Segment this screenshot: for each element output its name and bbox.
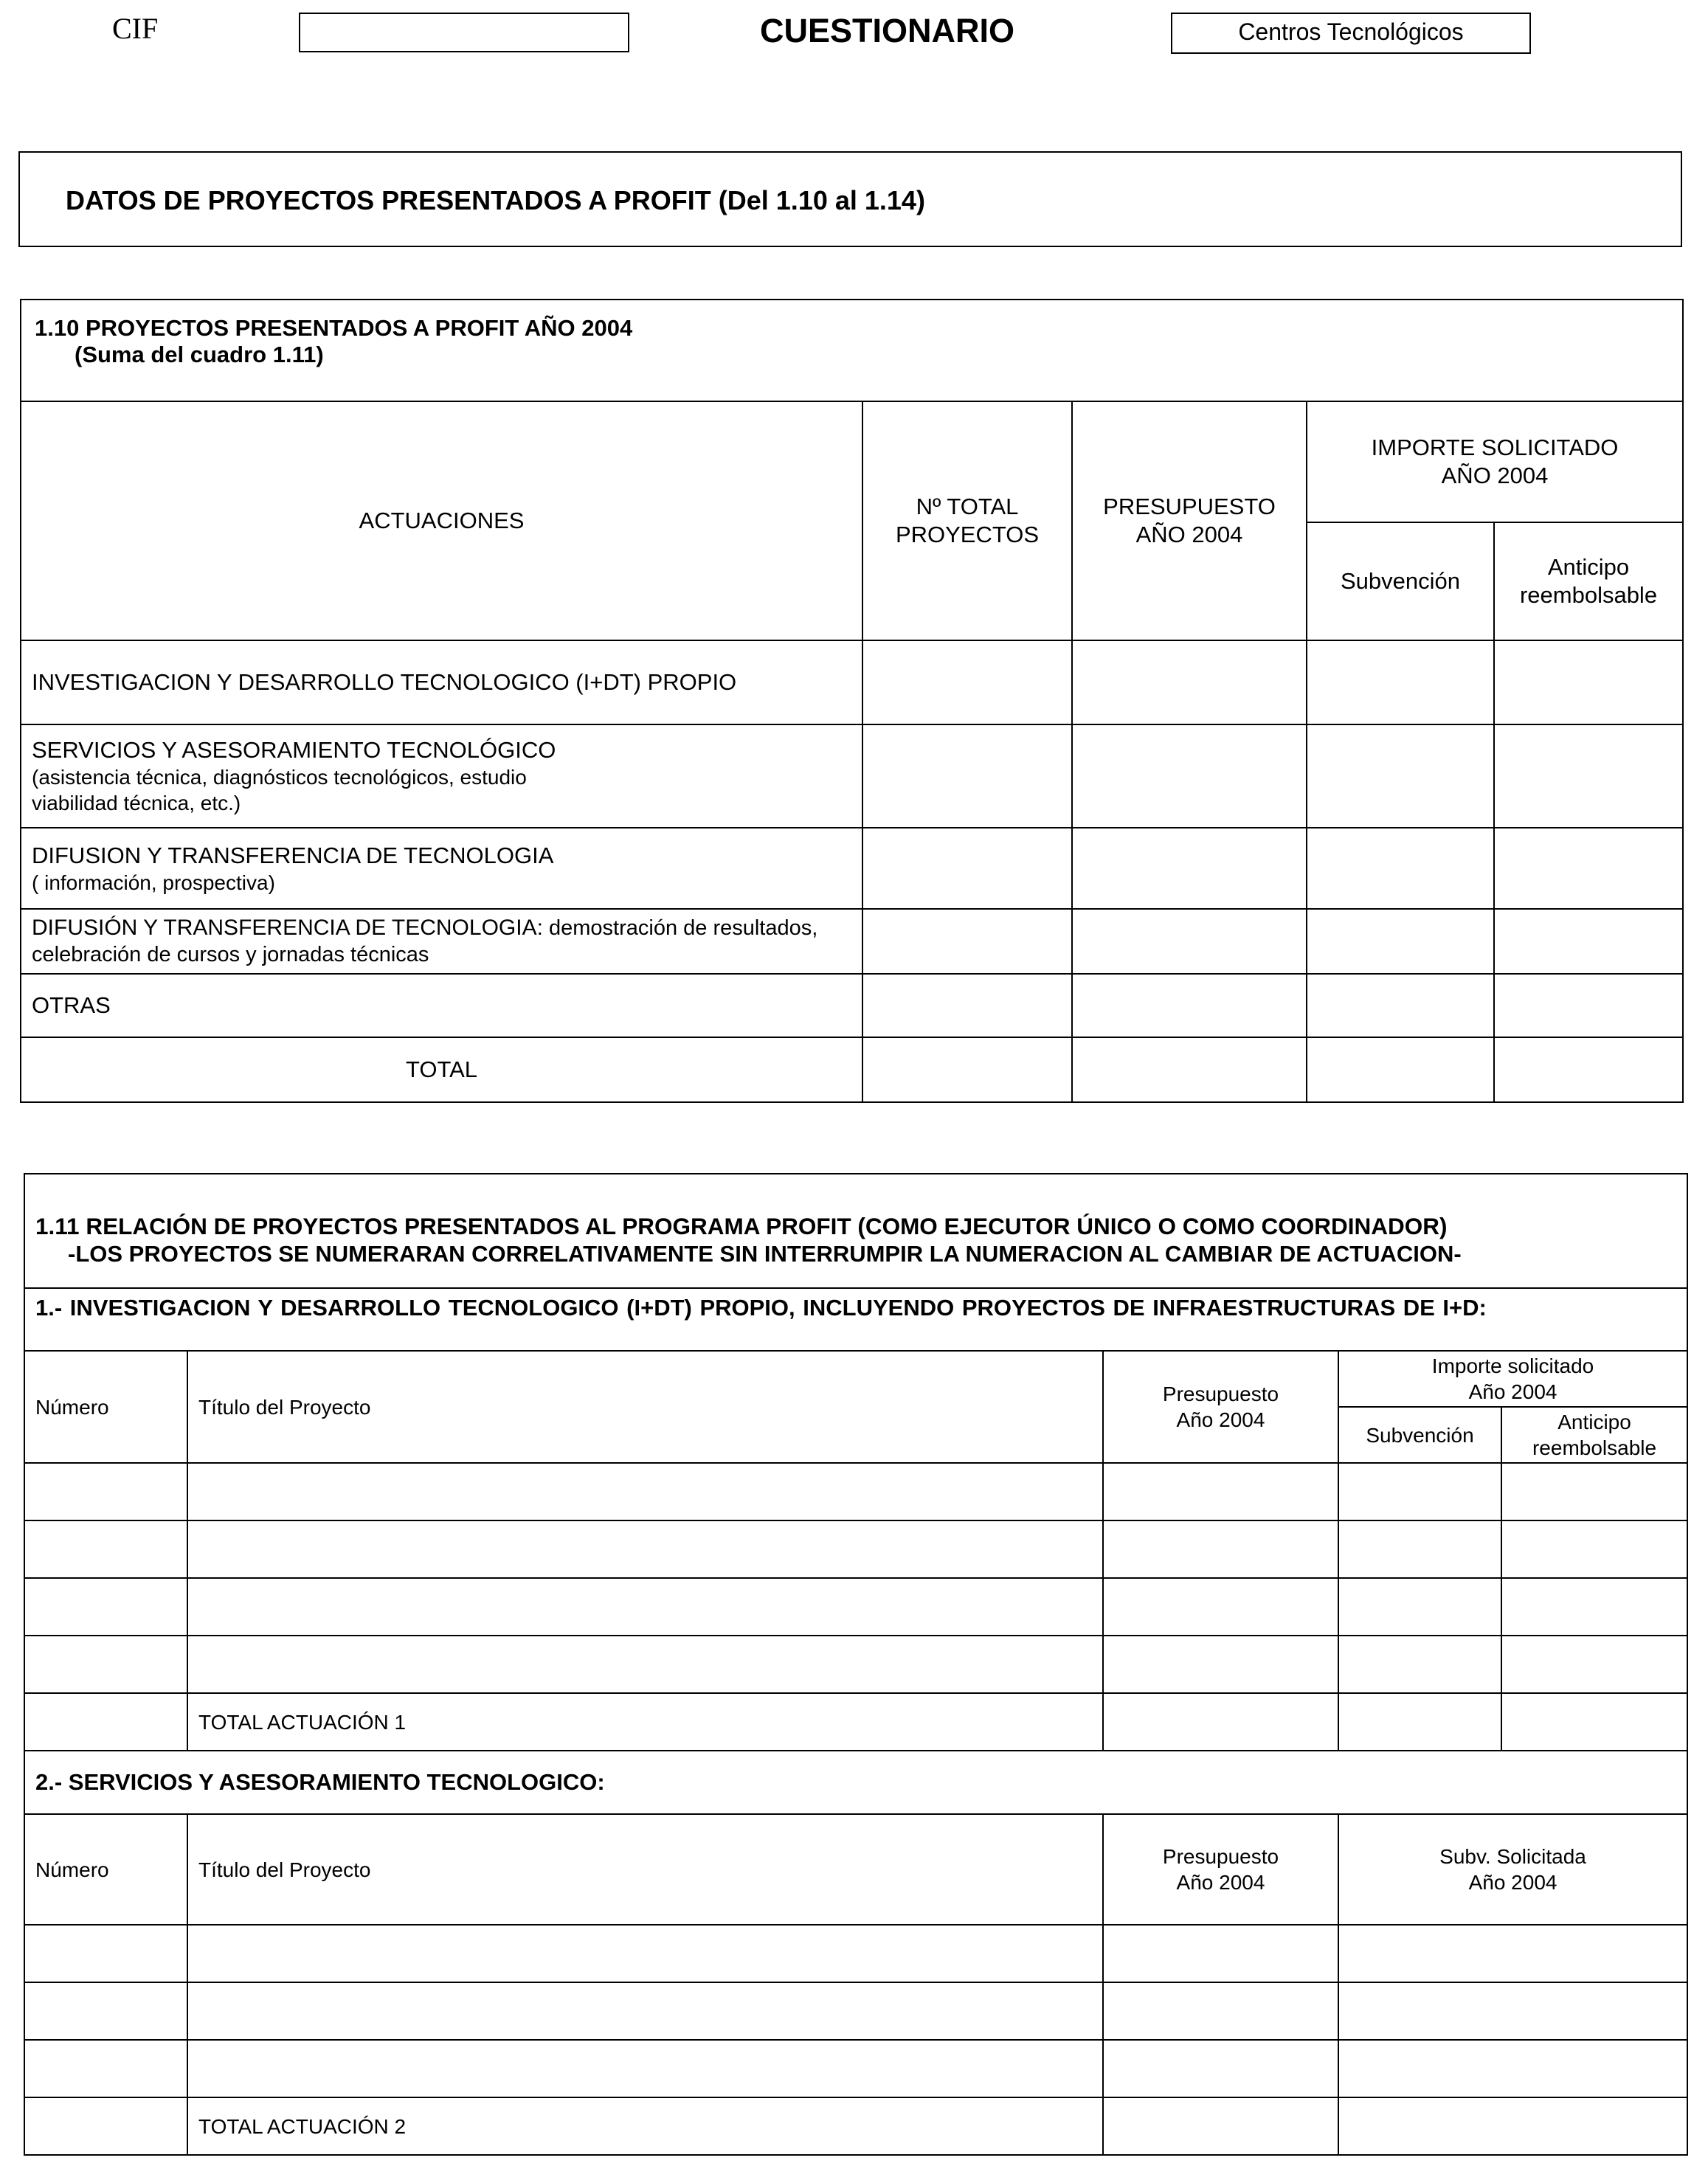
cell-presupuesto[interactable] xyxy=(1103,1693,1338,1751)
cell-titulo[interactable] xyxy=(187,1925,1103,1982)
cell-presupuesto[interactable] xyxy=(1072,828,1307,909)
row-note: ( información, prospectiva) xyxy=(32,871,275,894)
cell-total-proyectos[interactable] xyxy=(862,909,1072,974)
cell-subvencion[interactable] xyxy=(1338,1693,1501,1751)
cell-presupuesto[interactable] xyxy=(1103,1520,1338,1578)
cell-total-proyectos[interactable] xyxy=(862,828,1072,909)
table-row xyxy=(21,828,1683,909)
total-row xyxy=(21,1037,1683,1102)
cell-presupuesto[interactable] xyxy=(1072,724,1307,828)
cell-presupuesto[interactable] xyxy=(1103,1925,1338,1982)
cell-anticipo[interactable] xyxy=(1494,724,1683,828)
col-numero: Número xyxy=(24,1351,187,1463)
cell-total-proyectos[interactable] xyxy=(862,640,1072,724)
section-banner xyxy=(18,151,1682,247)
cell-subv-solicitada[interactable] xyxy=(1338,2097,1687,2155)
cell-presupuesto[interactable] xyxy=(1103,2040,1338,2097)
row-label-cell xyxy=(21,724,862,828)
col-actuaciones: ACTUACIONES xyxy=(21,401,862,640)
col-total-proyectos: Nº TOTAL PROYECTOS xyxy=(862,401,1072,640)
cell-numero[interactable] xyxy=(24,1925,187,1982)
section-2-heading: 2.- SERVICIOS Y ASESORAMIENTO TECNOLOGICO: xyxy=(24,1751,1687,1814)
cell-presupuesto[interactable] xyxy=(1103,1578,1338,1636)
cell-titulo[interactable] xyxy=(187,2040,1103,2097)
cell-anticipo[interactable] xyxy=(1501,1520,1687,1578)
cell-anticipo[interactable] xyxy=(1501,1463,1687,1520)
cell-subvencion[interactable] xyxy=(1307,724,1494,828)
cell-numero[interactable] xyxy=(24,2040,187,2097)
table-row xyxy=(24,1520,1687,1578)
table-1-10 xyxy=(20,299,1684,1103)
cell-titulo[interactable] xyxy=(187,1636,1103,1693)
cif-label: CIF xyxy=(112,12,159,45)
cell-anticipo[interactable] xyxy=(1501,1636,1687,1693)
table-1-11-title: 1.11 RELACIÓN DE PROYECTOS PRESENTADOS AL PROGRAMA PROFIT (COMO EJECUTOR ÚNICO O COMO COORDINADOR) xyxy=(35,1213,1448,1239)
section-1-heading: 1.- INVESTIGACION Y DESARROLLO TECNOLOGICO (I+DT) PROPIO, INCLUYENDO PROYECTOS DE INFRAESTRUCTURAS DE I+D: xyxy=(35,1295,1487,1321)
cell-titulo[interactable] xyxy=(187,1578,1103,1636)
total-row xyxy=(24,2097,1687,2155)
row-label-cell xyxy=(21,828,862,909)
table-row xyxy=(21,909,1683,974)
col-numero: Número xyxy=(24,1814,187,1925)
cell-titulo[interactable] xyxy=(187,1463,1103,1520)
cell-titulo[interactable] xyxy=(187,1982,1103,2040)
cell-subv-solicitada[interactable] xyxy=(1338,1925,1687,1982)
table-row xyxy=(21,640,1683,724)
col-presupuesto: Presupuesto Año 2004 xyxy=(1103,1814,1338,1925)
col-anticipo: Anticipo reembolsable xyxy=(1494,522,1683,640)
cell-anticipo[interactable] xyxy=(1494,828,1683,909)
cell-subvencion[interactable] xyxy=(1307,1037,1494,1102)
cell-presupuesto[interactable] xyxy=(1072,974,1307,1037)
row-label-cell xyxy=(21,909,862,974)
row-label: INVESTIGACION Y DESARROLLO TECNOLOGICO (I+DT) PROPIO xyxy=(21,640,862,724)
col-presupuesto: Presupuesto Año 2004 xyxy=(1103,1351,1338,1463)
cell-numero[interactable] xyxy=(24,1520,187,1578)
total-label: TOTAL ACTUACIÓN 2 xyxy=(187,2097,1103,2155)
cell-subvencion[interactable] xyxy=(1307,909,1494,974)
cell-total-proyectos[interactable] xyxy=(862,974,1072,1037)
cell-numero[interactable] xyxy=(24,1578,187,1636)
cell-titulo[interactable] xyxy=(187,1520,1103,1578)
row-label: SERVICIOS Y ASESORAMIENTO TECNOLÓGICO xyxy=(32,737,556,763)
total-label: TOTAL ACTUACIÓN 1 xyxy=(187,1693,1103,1751)
table-row xyxy=(24,1578,1687,1636)
cell-presupuesto[interactable] xyxy=(1072,909,1307,974)
table-1-11-header xyxy=(24,1174,1687,1288)
category-label: Centros Tecnológicos xyxy=(1238,18,1464,45)
cell-subvencion[interactable] xyxy=(1307,640,1494,724)
table-1-10-header xyxy=(21,300,1683,401)
table-row xyxy=(21,724,1683,828)
col-subvencion: Subvención xyxy=(1307,522,1494,640)
col-titulo: Título del Proyecto xyxy=(187,1814,1103,1925)
total-row xyxy=(24,1693,1687,1751)
cif-field[interactable] xyxy=(299,13,629,52)
cell-subvencion[interactable] xyxy=(1338,1520,1501,1578)
row-label: DIFUSIÓN Y TRANSFERENCIA DE TECNOLOGIA: xyxy=(32,916,543,940)
cell-total-proyectos[interactable] xyxy=(862,724,1072,828)
row-note: demostración de resultados, celebración de cursos y jornadas técnicas xyxy=(32,916,818,966)
cell-subv-solicitada[interactable] xyxy=(1338,2040,1687,2097)
row-label: DIFUSION Y TRANSFERENCIA DE TECNOLOGIA xyxy=(32,842,554,868)
cell-numero[interactable] xyxy=(24,1463,187,1520)
cell-presupuesto[interactable] xyxy=(1103,1982,1338,2040)
table-row xyxy=(24,1925,1687,1982)
cell-presupuesto[interactable] xyxy=(1103,1463,1338,1520)
section-1-heading-cell xyxy=(24,1288,1687,1351)
total-label: TOTAL xyxy=(21,1037,862,1102)
col-presupuesto: PRESUPUESTO AÑO 2004 xyxy=(1072,401,1307,640)
table-1-11 xyxy=(24,1173,1688,2156)
cell-numero[interactable] xyxy=(24,1636,187,1693)
cell-presupuesto[interactable] xyxy=(1072,1037,1307,1102)
cell-numero[interactable] xyxy=(24,1982,187,2040)
col-subvencion: Subvención xyxy=(1338,1407,1501,1463)
cell-subv-solicitada[interactable] xyxy=(1338,1982,1687,2040)
cell-presupuesto[interactable] xyxy=(1103,1636,1338,1693)
cell-presupuesto[interactable] xyxy=(1103,2097,1338,2155)
cell-anticipo[interactable] xyxy=(1501,1578,1687,1636)
cell-total-proyectos[interactable] xyxy=(862,1037,1072,1102)
category-badge xyxy=(1171,13,1531,54)
col-subv-solicitada: Subv. Solicitada Año 2004 xyxy=(1338,1814,1687,1925)
col-anticipo: Anticipo reembolsable xyxy=(1501,1407,1687,1463)
cell-anticipo[interactable] xyxy=(1494,640,1683,724)
cell-subvencion[interactable] xyxy=(1307,974,1494,1037)
cell-subvencion[interactable] xyxy=(1338,1636,1501,1693)
cell-subvencion[interactable] xyxy=(1338,1578,1501,1636)
table-1-10-subtitle: (Suma del cuadro 1.11) xyxy=(75,342,324,367)
cell-subvencion[interactable] xyxy=(1338,1463,1501,1520)
cell-anticipo[interactable] xyxy=(1501,1693,1687,1751)
cif-input[interactable] xyxy=(300,14,643,51)
table-row xyxy=(24,2040,1687,2097)
cell-anticipo[interactable] xyxy=(1494,909,1683,974)
table-row xyxy=(21,974,1683,1037)
row-note: (asistencia técnica, diagnósticos tecnológicos, estudio viabilidad técnica, etc.) xyxy=(32,766,527,814)
col-importe-solicitado: Importe solicitado Año 2004 xyxy=(1338,1351,1687,1407)
cell-anticipo[interactable] xyxy=(1494,974,1683,1037)
section-banner-title: DATOS DE PROYECTOS PRESENTADOS A PROFIT (Del 1.10 al 1.14) xyxy=(66,185,925,215)
cell-presupuesto[interactable] xyxy=(1072,640,1307,724)
cell-numero[interactable] xyxy=(24,1693,187,1751)
col-titulo: Título del Proyecto xyxy=(187,1351,1103,1463)
table-1-11-subtitle: -LOS PROYECTOS SE NUMERARAN CORRELATIVAMENTE SIN INTERRUMPIR LA NUMERACION AL CAMBIAR DE ACTUACION- xyxy=(68,1241,1462,1267)
row-label: OTRAS xyxy=(21,974,862,1037)
cell-anticipo[interactable] xyxy=(1494,1037,1683,1102)
cell-subvencion[interactable] xyxy=(1307,828,1494,909)
table-row xyxy=(24,1982,1687,2040)
table-row xyxy=(24,1636,1687,1693)
table-row xyxy=(24,1463,1687,1520)
page-title: CUESTIONARIO xyxy=(760,12,1015,49)
cell-numero[interactable] xyxy=(24,2097,187,2155)
col-importe-solicitado: IMPORTE SOLICITADO AÑO 2004 xyxy=(1307,401,1683,522)
table-1-10-title: 1.10 PROYECTOS PRESENTADOS A PROFIT AÑO 2004 xyxy=(35,315,633,341)
